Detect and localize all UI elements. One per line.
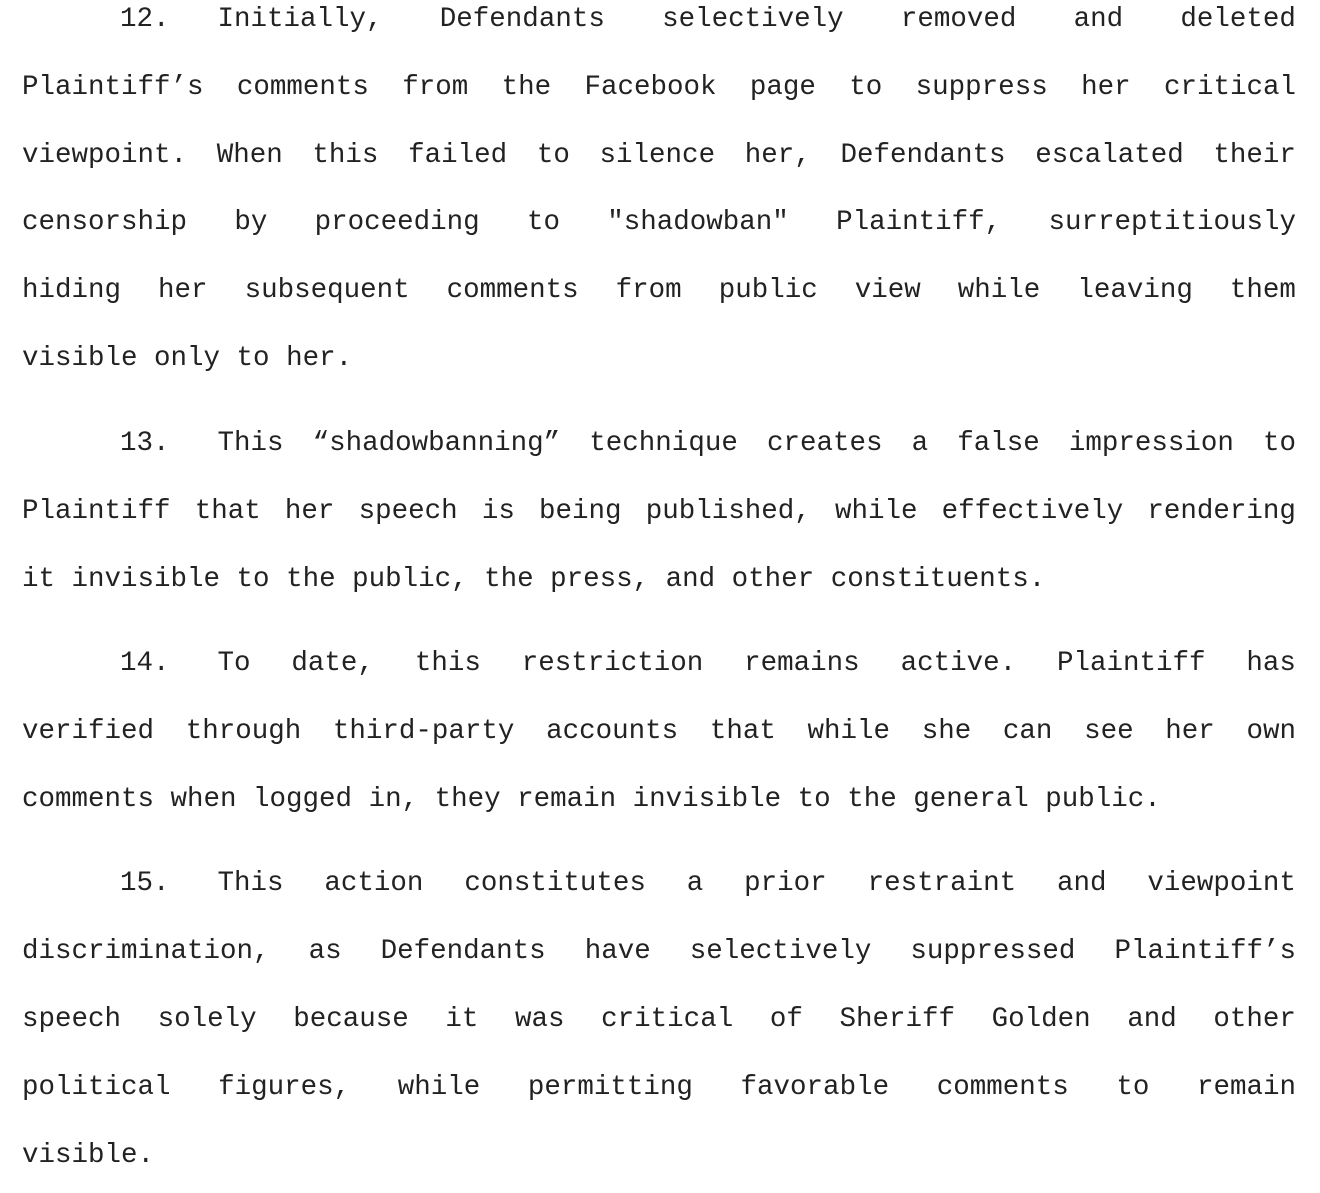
word: hiding bbox=[22, 275, 122, 306]
text-line bbox=[22, 560, 1296, 600]
text-line bbox=[22, 1136, 1296, 1176]
word: effectively bbox=[941, 496, 1124, 527]
first-line-text bbox=[218, 644, 1296, 684]
word: technique bbox=[589, 428, 738, 459]
word: discrimination, bbox=[22, 936, 270, 967]
word: is bbox=[481, 496, 515, 527]
word: suppressed bbox=[910, 936, 1076, 967]
word: leaving bbox=[1077, 275, 1193, 306]
text-line bbox=[22, 1068, 1296, 1108]
text-line bbox=[120, 864, 1296, 904]
word: visible. bbox=[22, 1140, 155, 1171]
text-line bbox=[22, 1000, 1296, 1040]
word: to bbox=[526, 207, 560, 238]
word: them bbox=[1229, 275, 1296, 306]
word: When bbox=[216, 140, 283, 171]
word: by bbox=[234, 207, 268, 238]
word: constituents. bbox=[830, 564, 1046, 595]
word: deleted bbox=[1180, 4, 1296, 35]
word: false bbox=[957, 428, 1040, 459]
word: was bbox=[515, 1004, 565, 1035]
word: in, bbox=[368, 784, 419, 815]
word: from bbox=[402, 72, 469, 103]
word: comments bbox=[936, 1072, 1069, 1103]
first-line-text bbox=[218, 864, 1296, 904]
word: the bbox=[847, 784, 897, 815]
word: Sheriff bbox=[839, 1004, 955, 1035]
word: being bbox=[539, 496, 622, 527]
word: to bbox=[1262, 428, 1296, 459]
word: has bbox=[1246, 648, 1296, 679]
word: solely bbox=[157, 1004, 257, 1035]
word: restraint bbox=[867, 868, 1017, 899]
word: she bbox=[921, 716, 972, 747]
text-line bbox=[22, 203, 1296, 243]
text-line bbox=[120, 424, 1296, 464]
word: accounts bbox=[546, 716, 679, 747]
word: Plaintiff bbox=[1057, 648, 1206, 679]
word: remains bbox=[744, 648, 860, 679]
word: remain bbox=[517, 784, 617, 815]
word: other bbox=[731, 564, 815, 595]
word: action bbox=[324, 868, 424, 899]
word: to bbox=[1116, 1072, 1150, 1103]
word: speech bbox=[358, 496, 458, 527]
word: visible bbox=[22, 343, 138, 374]
word: to bbox=[849, 72, 883, 103]
word: view bbox=[854, 275, 921, 306]
word: this bbox=[414, 648, 481, 679]
word: while bbox=[834, 496, 918, 527]
word: public bbox=[718, 275, 818, 306]
word: from bbox=[615, 275, 682, 306]
text-line bbox=[22, 68, 1296, 108]
word: can bbox=[1002, 716, 1053, 747]
word: rendering bbox=[1147, 496, 1296, 527]
word: suppress bbox=[915, 72, 1048, 103]
word: her, bbox=[744, 140, 811, 171]
word: constitutes bbox=[464, 868, 646, 899]
word: This bbox=[217, 868, 284, 899]
paragraph-number: 12. bbox=[120, 4, 170, 35]
word: and bbox=[1073, 4, 1124, 35]
word: while bbox=[807, 716, 891, 747]
word: public, bbox=[352, 564, 468, 595]
word: general bbox=[913, 784, 1029, 815]
word: page bbox=[749, 72, 816, 103]
word: censorship bbox=[22, 207, 188, 238]
word: of bbox=[769, 1004, 803, 1035]
word: invisible bbox=[71, 564, 221, 595]
word: it bbox=[445, 1004, 479, 1035]
word: only bbox=[154, 343, 221, 374]
word: her bbox=[158, 275, 208, 306]
word: political bbox=[22, 1072, 171, 1103]
word: to bbox=[797, 784, 831, 815]
word: favorable bbox=[740, 1072, 890, 1103]
word: To bbox=[217, 648, 251, 679]
word: impression bbox=[1068, 428, 1234, 459]
word: Plaintiff’s bbox=[22, 72, 204, 103]
word: that bbox=[194, 496, 261, 527]
word: and bbox=[1127, 1004, 1177, 1035]
word: permitting bbox=[527, 1072, 693, 1103]
word: to bbox=[236, 564, 270, 595]
word: “shadowbanning” bbox=[312, 428, 561, 459]
word: that bbox=[709, 716, 776, 747]
word: they bbox=[434, 784, 501, 815]
word: own bbox=[1246, 716, 1296, 747]
word: comments bbox=[236, 72, 369, 103]
paragraph-number: 14. bbox=[120, 648, 170, 679]
word: logged bbox=[253, 784, 353, 815]
word: escalated bbox=[1035, 140, 1184, 171]
word: critical bbox=[1163, 72, 1296, 103]
word: her bbox=[284, 496, 335, 527]
word: creates bbox=[766, 428, 883, 459]
word: it bbox=[22, 564, 56, 595]
word: have bbox=[584, 936, 651, 967]
word: the bbox=[484, 564, 534, 595]
word: to bbox=[536, 140, 570, 171]
text-line bbox=[22, 492, 1296, 532]
word: and bbox=[665, 564, 716, 595]
word: prior bbox=[744, 868, 827, 899]
word: when bbox=[170, 784, 237, 815]
word: "shadowban" bbox=[607, 207, 789, 238]
text-line bbox=[22, 271, 1296, 311]
word: active. bbox=[900, 648, 1017, 679]
word: and bbox=[1057, 868, 1107, 899]
text-line bbox=[120, 644, 1296, 684]
word: while bbox=[957, 275, 1041, 306]
text-line bbox=[120, 0, 1296, 40]
word: selectively bbox=[689, 936, 872, 967]
word: remain bbox=[1196, 1072, 1296, 1103]
word: other bbox=[1213, 1004, 1296, 1035]
text-line bbox=[22, 339, 1296, 379]
word: the bbox=[286, 564, 336, 595]
word: removed bbox=[900, 4, 1017, 35]
word: because bbox=[293, 1004, 409, 1035]
word: the bbox=[501, 72, 552, 103]
word: Plaintiff bbox=[22, 496, 171, 527]
word: Plaintiff’s bbox=[1114, 936, 1296, 967]
word: selectively bbox=[662, 4, 844, 35]
word: Initially, bbox=[217, 4, 383, 35]
text-line bbox=[22, 932, 1296, 972]
word: as bbox=[308, 936, 342, 967]
word: their bbox=[1213, 140, 1296, 171]
word: figures, bbox=[218, 1072, 351, 1103]
word: through bbox=[185, 716, 302, 747]
word: a bbox=[911, 428, 929, 459]
text-line bbox=[22, 136, 1296, 176]
word: subsequent bbox=[244, 275, 410, 306]
text-line bbox=[22, 780, 1296, 820]
word: proceeding bbox=[314, 207, 480, 238]
word: see bbox=[1084, 716, 1134, 747]
word: failed bbox=[408, 140, 508, 171]
word: her bbox=[1081, 72, 1131, 103]
word: invisible bbox=[632, 784, 782, 815]
word: Facebook bbox=[584, 72, 717, 103]
word: This bbox=[217, 428, 284, 459]
word: comments bbox=[22, 784, 155, 815]
word: to bbox=[236, 343, 270, 374]
word: Defendants bbox=[380, 936, 546, 967]
word: her bbox=[1165, 716, 1215, 747]
word: Defendants bbox=[439, 4, 605, 35]
word: surreptitiously bbox=[1048, 207, 1296, 238]
paragraph-number: 13. bbox=[120, 428, 170, 459]
word: speech bbox=[22, 1004, 122, 1035]
word: viewpoint bbox=[1147, 868, 1296, 899]
word: third-party bbox=[332, 716, 515, 747]
word: comments bbox=[446, 275, 579, 306]
word: critical bbox=[601, 1004, 734, 1035]
word: Golden bbox=[991, 1004, 1091, 1035]
word: Defendants bbox=[840, 140, 1006, 171]
paragraph-number: 15. bbox=[120, 868, 170, 899]
word: silence bbox=[599, 140, 716, 171]
text-line bbox=[22, 712, 1296, 752]
word: viewpoint. bbox=[22, 140, 188, 171]
word: published, bbox=[645, 496, 811, 527]
word: while bbox=[397, 1072, 481, 1103]
word: Plaintiff, bbox=[836, 207, 1002, 238]
first-line-text bbox=[218, 0, 1296, 40]
word: verified bbox=[22, 716, 155, 747]
word: date, bbox=[291, 648, 374, 679]
word: restriction bbox=[521, 648, 704, 679]
word: this bbox=[312, 140, 379, 171]
first-line-text bbox=[218, 424, 1296, 464]
word: public. bbox=[1045, 784, 1161, 815]
word: a bbox=[686, 868, 704, 899]
word: press, bbox=[550, 564, 650, 595]
word: her. bbox=[286, 343, 353, 374]
